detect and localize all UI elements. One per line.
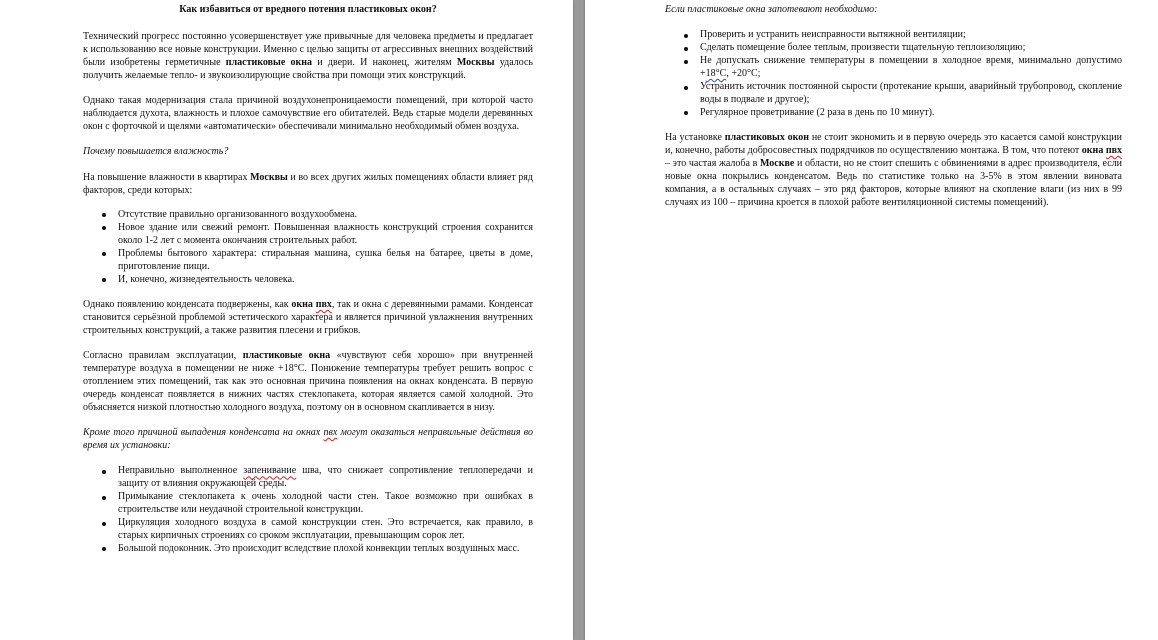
paragraph-factors-intro[interactable] [83, 172, 533, 198]
bold-text: Москвы [456, 56, 495, 68]
question-heading-humidity[interactable]: Почему повышается влажность? [83, 146, 229, 158]
document-page-2 [585, 0, 1158, 640]
text-run: и области, но не стоит спешить с обвинениями в адрес производителя, если новые окна покрылись конденсатом. Ведь по статистике только на 3-5% в этом явлении виновата компания, а в остальных случаях – это ряд факторов, которые влияют на скопление влаги (из них в 99 случаях из 100 – причина кроется в плохой работе вентиляционной системы помещений). [665, 158, 1123, 208]
bold-text: пластиковые окна [242, 350, 331, 362]
text-run: Однако появлению конденсата подвержены, как [83, 298, 292, 310]
spellcheck-word: запенивание [243, 465, 297, 477]
text-run: , +20°С; [726, 68, 761, 80]
text-run: и во всех других жилых помещениях области влияет ряд факторов, среди которых: [83, 171, 533, 196]
text-run: могут оказаться неправильные действия во время их установки: [83, 427, 533, 452]
text-run: «чувствуют себя хорошо» при внутренней температуре воздуха в помещении не ниже +18°С. Понижение температуры требует решить вопрос с отоплением этих помещений, так как это основная причина появления на окнах конденсата. В первую очередь конденсат появляется в нижних частях стеклопакета, которая является самой холодной. Это объясняется низкой плотностью холодного воздуха, поэтому он в основном скапливается в низу. [83, 350, 533, 413]
text-run: , так и окна с деревянными рамами. Конденсат становится серьёзной проблемой эстетического характера и является причиной увлажнения внутренних строительных конструкций, а также развития плесени и грибков. [83, 298, 534, 336]
text-run: На повышение влажности в квартирах [83, 171, 251, 183]
page-1-content [83, 4, 533, 568]
text-run: Неправильно выполненное [118, 465, 244, 477]
list-item[interactable]: И, конечно, жизнедеятельность человека. [83, 274, 533, 287]
text-run: и двери. И наконец, жителям [312, 56, 457, 68]
list-item[interactable]: Проверить и устранить неисправности вытяжной вентиляции; [665, 29, 1122, 42]
list-item[interactable]: Сделать помещение более теплым, произвести тщательную теплоизоляцию; [665, 42, 1122, 55]
paragraph-condensation[interactable] [83, 299, 533, 338]
text-run: шва, что снижает сопротивление теплопередачи и защиту от влияния окружающей среды. [118, 465, 533, 490]
list-item[interactable]: Проблемы бытового характера: стиральная машина, сушка белья на батарее, цветы в доме, приготовление пищи. [83, 248, 533, 274]
heading-if-fogging[interactable]: Если пластиковые окна запотевают необходимо: [665, 4, 878, 15]
text-run: Не допускать снижение температуры в помещении в холодное время, минимально допустимо + [700, 55, 1122, 80]
spellcheck-word: пвх [323, 427, 338, 439]
document-page-1 [0, 0, 573, 640]
bold-text: Москве [760, 158, 795, 170]
text-run: Кроме того причиной выпадения конденсата на окнах [83, 427, 324, 439]
text-run: не стоит экономить и в первую очередь это касается самой конструкции и, конечно, работы добросовестных подрядчиков по осуществлению монтажа. В том, что потеют [665, 132, 1122, 157]
text-run: – это частая жалоба в [665, 158, 760, 170]
text-run: Согласно правилам эксплуатации, [83, 350, 243, 362]
bold-text: пластиковые окна [225, 56, 313, 68]
spellcheck-word: 18°С [705, 68, 727, 80]
bold-text: окна [291, 298, 316, 310]
paragraph-airtightness[interactable]: Однако такая модернизация стала причиной воздухонепроницаемости помещений, при которой часто наблюдается духота, влажность и плохое самочувствие его обитателей. Ведь старые модели деревянных окон с форточкой и щелями «автоматически» обеспечивали минимально необходимый обмен воздуха. [83, 95, 533, 132]
list-item[interactable] [83, 465, 533, 491]
question-heading-installation[interactable] [83, 427, 533, 453]
remedies-list [665, 29, 1122, 119]
bold-text: Москвы [250, 171, 288, 183]
list-item[interactable]: Устранить источник постоянной сырости (протекание крыши, аварийный трубопровод, скопление воды в подвале и другое); [665, 81, 1122, 107]
page-2-content [665, 4, 1122, 222]
text-run: удалось получить желаемые тепло- и звукоизолирующие свойства при помощи этих конструкций. [83, 56, 533, 81]
intro-paragraph[interactable] [83, 31, 533, 83]
list-item[interactable]: Циркуляция холодного воздуха в самой конструкции стен. Это встречается, как правило, в старых кирпичных строениях со сроком эксплуатации, превышающим сорок лет. [83, 517, 533, 543]
list-item[interactable] [665, 55, 1122, 81]
list-item[interactable]: Регулярное проветривание (2 раза в день по 10 минут). [665, 107, 1122, 120]
installation-errors-list [83, 465, 533, 555]
text-run: На установке [665, 132, 725, 144]
list-item[interactable]: Большой подоконник. Это происходит вследствие плохой конвекции теплых воздушных масс. [83, 543, 533, 556]
spellcheck-word: пвх [315, 298, 332, 310]
list-item[interactable]: Отсутствие правильно организованного воздухообмена. [83, 209, 533, 222]
document-title[interactable]: Как избавиться от вредного потения пластиковых окон? [179, 4, 437, 15]
spellcheck-word: пвх [1105, 145, 1122, 157]
paragraph-installation-advice[interactable] [665, 132, 1122, 209]
list-item[interactable]: Новое здание или свежий ремонт. Повышенная влажность конструкций строения сохранится около 1-2 лет с момента окончания строительных работ. [83, 222, 533, 248]
bold-text: пластиковых окон [724, 132, 810, 144]
text-run: Технический прогресс постоянно усовершенствует уже привычные для человека предметы и предлагает к использованию все новые конструкции. Именно с целью защиты от агрессивных внешних воздействий были изобретены герметичные [83, 30, 533, 68]
list-item[interactable]: Примыкание стеклопакета к очень холодной части стен. Такое возможно при ошибках в строительстве или неудачной строительной конструкции. [83, 491, 533, 517]
bold-text: окна [1081, 145, 1106, 157]
paragraph-temperature[interactable] [83, 350, 533, 415]
factors-list [83, 209, 533, 286]
